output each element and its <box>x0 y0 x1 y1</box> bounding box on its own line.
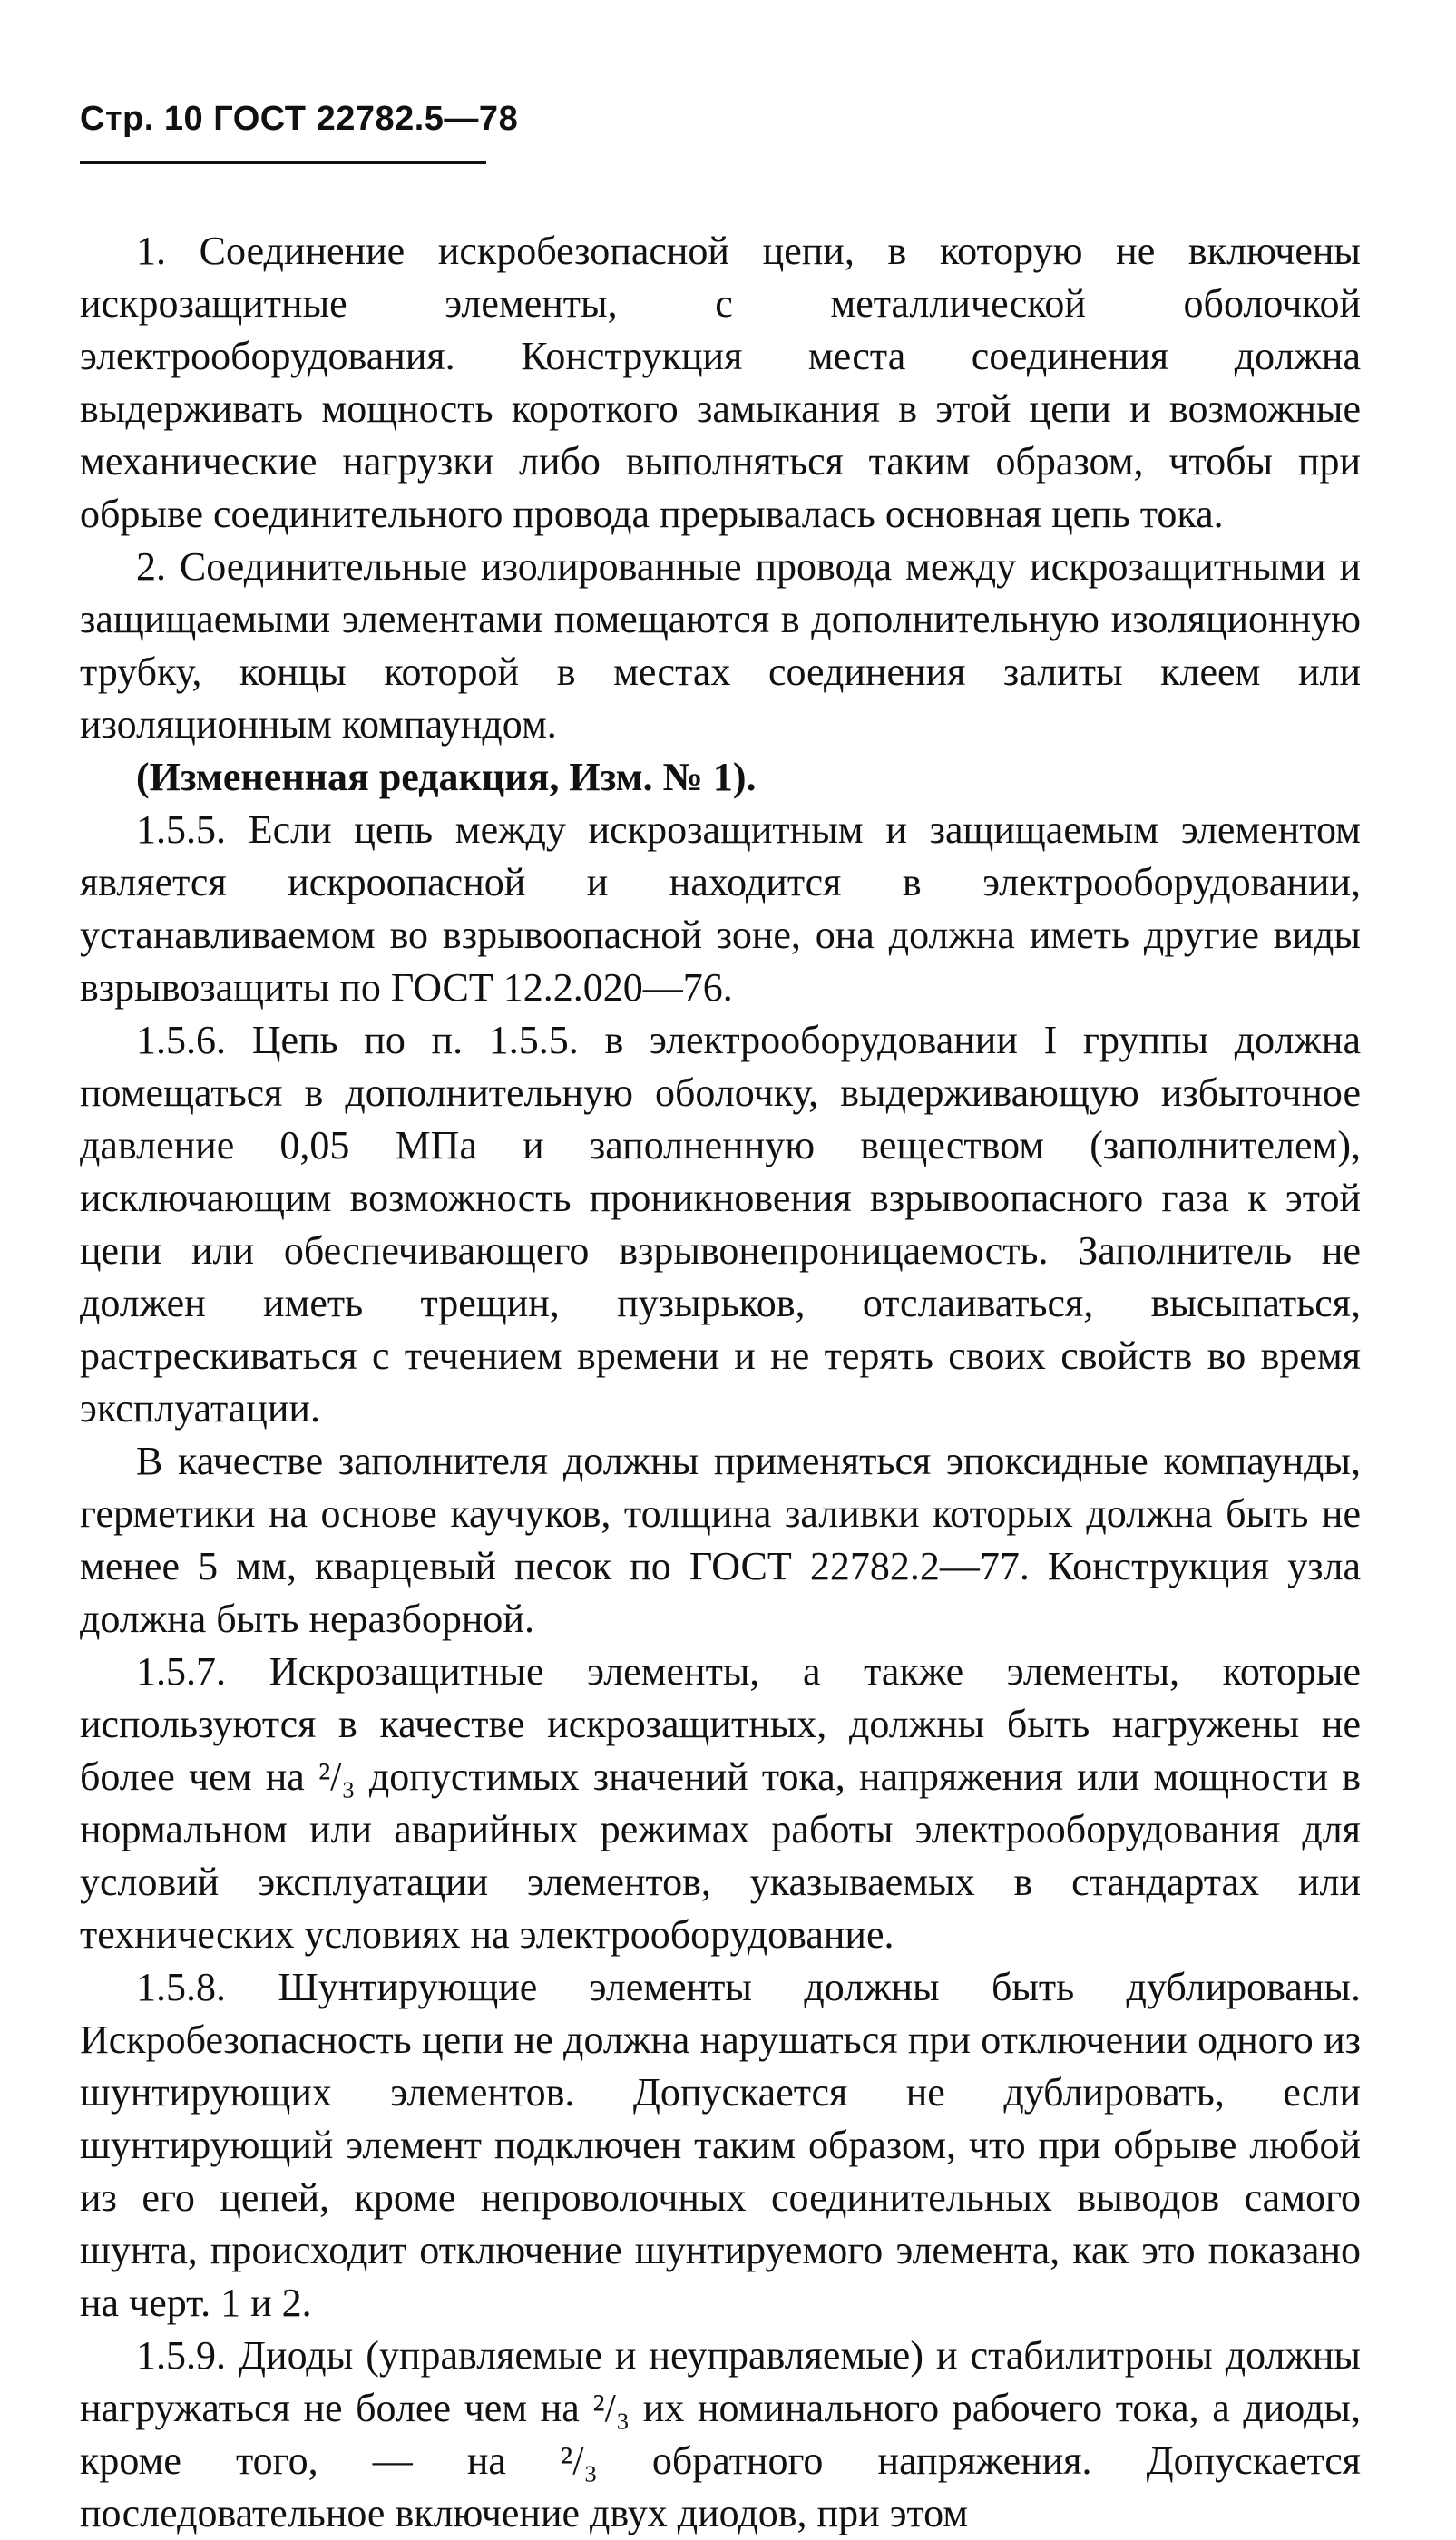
clause-1-5-8: 1.5.8. Шунтирующие элементы должны быть дублированы. Искробезопасность цепи не должна нарушаться при отключении одного из шунтирующих элементов. Допускается не дублировать, если шунтирующий элемент подключен таким образом, что при обрыве любой из его цепей, кроме непроволочных соединительных выводов самого шунта, происходит отключение шунтируемого элемента, как это показано на черт. 1 и 2. <box>80 1965 1361 2325</box>
clause-1-5-5: 1.5.5. Если цепь между искрозащитным и защищаемым элементом является искроопасной и находится в электрооборудовании, устанавливаемом во взрывоопасной зоне, она должна иметь другие виды взрывозащиты по ГОСТ 12.2.020—76. <box>80 807 1361 1010</box>
page-header-title: Стр. 10 ГОСТ 22782.5—78 <box>80 100 519 138</box>
paragraph-2: 2. Соединительные изолированные провода между искрозащитными и защищаемыми элементами помещаются в дополнительную изоляционную трубку, концы которой в местах соединения залиты клеем или изоляционным компаундом. <box>80 544 1361 747</box>
document-page <box>80 54 1361 2540</box>
header-rule <box>80 161 486 164</box>
clause-1-5-6: 1.5.6. Цепь по п. 1.5.5. в электрооборудовании I группы должна помещаться в дополнительную оболочку, выдерживающую избыточное давление 0,05 МПа и заполненную веществом (заполнителем), исключающим возможность проникновения взрывоопасного газа к этой цепи или обеспечивающего взрывонепроницаемость. Заполнитель не должен иметь трещин, пузырьков, отслаиваться, высыпаться, растрескиваться с течением времени и не терять своих свойств во время эксплуатации. <box>80 1018 1361 1431</box>
document-body <box>80 225 1361 2540</box>
paragraph-1: 1. Соединение искробезопасной цепи, в которую не включены искрозащитные элементы, с металлической оболочкой электрооборудования. Конструкция места соединения должна выдерживать мощность короткого замыкания в этой цепи и возможные механические нагрузки либо выполняться таким образом, чтобы при обрыве соединительного провода прерывалась основная цепь тока. <box>80 229 1361 536</box>
clause-1-5-7: 1.5.7. Искрозащитные элементы, а также элементы, которые используются в качестве искрозащитных, должны быть нагружены не более чем на ²/₃ допустимых значений тока, напряжения или мощности в нормальном или аварийных режимах работы электрооборудования для условий эксплуатации элементов, указываемых в стандартах или технических условиях на электрооборудование. <box>80 1649 1361 1957</box>
clause-1-5-9: 1.5.9. Диоды (управляемые и неуправляемые) и стабилитроны должны нагружаться не более чем на ²/₃ их номинального рабочего тока, а диоды, кроме того, — на ²/₃ обратного напряжения. Допускается последовательное включение двух диодов, при этом <box>80 2333 1361 2535</box>
filler-paragraph: В качестве заполнителя должны применяться эпоксидные компаунды, герметики на основе каучуков, толщина заливки которых должна быть не менее 5 мм, кварцевый песок по ГОСТ 22782.2—77. Конструкция узла должна быть неразборной. <box>80 1439 1361 1641</box>
amendment-note: (Измененная редакция, Изм. № 1). <box>136 755 757 799</box>
running-head <box>80 54 1361 163</box>
